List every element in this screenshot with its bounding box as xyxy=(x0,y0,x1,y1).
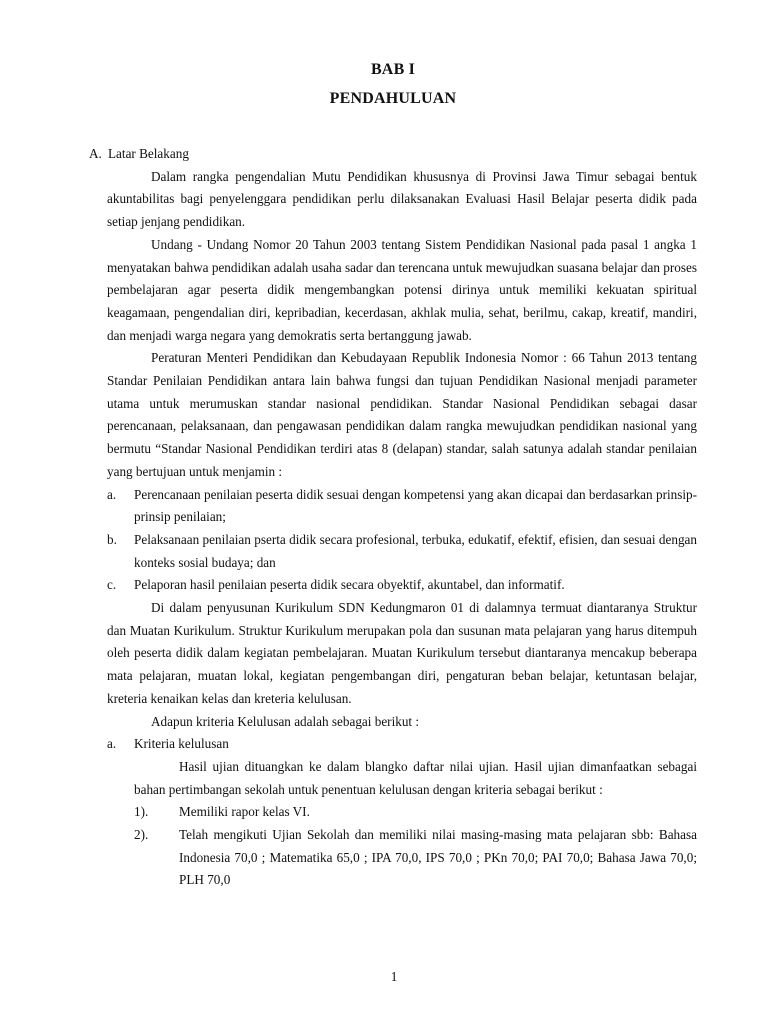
section-content xyxy=(107,166,697,893)
criteria-block xyxy=(107,756,697,892)
criteria-heading xyxy=(107,733,697,756)
paragraph-3: Peraturan Menteri Pendidikan dan Kebudayaan Republik Indonesia Nomor : 66 Tahun 2013 tentang Standar Penilaian Pendidikan antara lain bahwa fungsi dan tujuan Pendidikan Nasional menjadi parameter utama untuk merumuskan standar nasional pendidikan. Standar Nasional Pendidikan sebagai dasar perencanaan, pelaksanaan, dan pengawasan pendidikan dalam rangka mewujudkan pendidikan nasional yang bermutu “Standar Nasional Pendidikan terdiri atas 8 (delapan) standar, salah satunya adalah standar penilaian yang bertujuan untuk menjamin : xyxy=(107,350,697,479)
standard-list-item xyxy=(107,484,697,529)
criteria-marker: a. xyxy=(107,736,117,752)
criteria-item-marker: 1). xyxy=(134,804,149,820)
list-marker: b. xyxy=(107,531,117,547)
criteria-item xyxy=(134,824,697,892)
chapter-title: PENDAHULUAN xyxy=(329,90,457,107)
paragraph-5: Adapun kriteria Kelulusan adalah sebagai berikut : xyxy=(151,713,420,729)
list-text: Pelaksanaan penilaian pserta didik secara profesional, terbuka, edukatif, efektif, efisien, dan sesuai dengan konteks sosial budaya; dan xyxy=(134,531,697,570)
section-letter: A. xyxy=(89,146,102,161)
criteria-item-text: Telah mengikuti Ujian Sekolah dan memiliki nilai masing-masing mata pelajaran sbb: Bahasa Indonesia 70,0 ; Matematika 65,0 ; IPA 70,0, IPS 70,0 ; PKn 70,0; PAI 70,0; Bahasa Jawa 70,0; PLH 70,0 xyxy=(179,827,697,888)
criteria-intro: Hasil ujian dituangkan ke dalam blangko daftar nilai ujian. Hasil ujian dimanfaatkan sebagai bahan pertimbangan sekolah untuk penentuan kelulusan dengan kriteria sebagai berikut : xyxy=(134,758,697,797)
chapter-heading: BAB I xyxy=(370,61,416,78)
section-heading xyxy=(89,143,189,166)
paragraph-4: Di dalam penyusunan Kurikulum SDN Kedungmaron 01 di dalamnya termuat diantaranya Struktur dan Muatan Kurikulum. Struktur Kurikulum merupakan pola dan susunan mata pelajaran yang harus ditempuh oleh peserta didik dalam kegiatan pembelajaran. Muatan Kurikulum tersebut diantaranya mencakup beberapa mata pelajaran, muatan lokal, kegiatan pengembangan diri, pengaturan beban belajar, ketuntasan belajar, kreteria kenaikan kelas dan kreteria kelulusan. xyxy=(107,600,697,706)
list-text: Perencanaan penilaian peserta didik sesuai dengan kompetensi yang akan dicapai dan berdasarkan prinsip-prinsip penilaian; xyxy=(134,486,697,525)
criteria-title: Kriteria kelulusan xyxy=(134,736,229,752)
criteria-item-text: Memiliki rapor kelas VI. xyxy=(179,804,310,820)
criteria-item-marker: 2). xyxy=(134,827,149,843)
criteria-item xyxy=(134,801,697,824)
standard-list-item xyxy=(107,574,697,597)
paragraph-2: Undang - Undang Nomor 20 Tahun 2003 tentang Sistem Pendidikan Nasional pada pasal 1 angka 1 menyatakan bahwa pendidikan adalah usaha sadar dan terencana untuk mewujudkan suasana belajar dan proses pembelajaran agar peserta didik mengembangkan potensi dirinya untuk memiliki kekuatan spiritual keagamaan, pengendalian diri, kepribadian, kecerdasan, akhlak mulia, sehat, berilmu, cakap, kreatif, mandiri, dan menjadi warga negara yang demokratis serta bertanggung jawab. xyxy=(107,236,697,343)
list-marker: c. xyxy=(107,577,117,593)
page-number: 1 xyxy=(390,969,398,984)
paragraph-1: Dalam rangka pengendalian Mutu Pendidikan khususnya di Provinsi Jawa Timur sebagai bentuk akuntabilitas bagi penyelenggara pendidikan perlu dilaksanakan Evaluasi Hasil Belajar peserta didik pada setiap jenjang pendidikan. xyxy=(107,168,697,230)
section-title: Latar Belakang xyxy=(108,146,189,161)
standard-list-item xyxy=(107,529,697,574)
list-marker: a. xyxy=(107,486,117,502)
list-text: Pelaporan hasil penilaian peserta didik secara obyektif, akuntabel, dan informatif. xyxy=(134,577,565,593)
